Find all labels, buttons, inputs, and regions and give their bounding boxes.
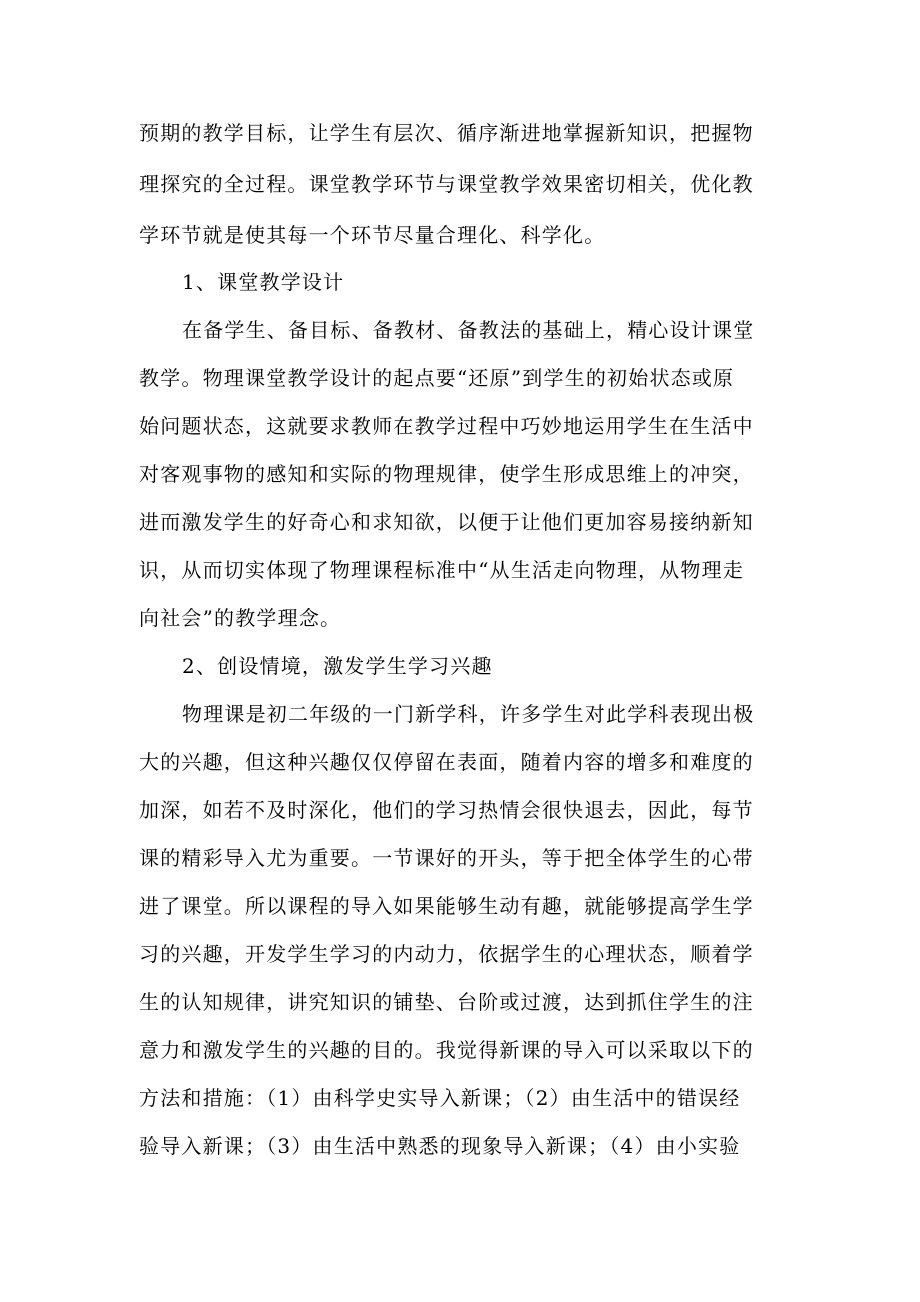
paragraph-line: 在备学生、备目标、备教材、备教法的基础上，精心设计课堂 [182,318,755,342]
paragraph-line: 对客观事物的感知和实际的物理规律，使学生形成思维上的冲突， [139,462,754,486]
paragraph-line: 理探究的全过程。课堂教学环节与课堂教学效果密切相关，优化教 [139,172,754,196]
paragraph-line: 课的精彩导入尤为重要。一节课好的开头，等于把全体学生的心带 [139,846,754,870]
paragraph-line: 物理课是初二年级的一门新学科，许多学生对此学科表现出极 [182,702,755,726]
paragraph-line: 向社会”的教学理念。 [139,606,342,630]
paragraph-line: 教学。物理课堂教学设计的起点要“还原”到学生的初始状态或原 [139,366,735,390]
paragraph-line: 大的兴趣，但这种兴趣仅仅停留在表面，随着内容的增多和难度的 [139,750,754,774]
paragraph-line: 习的兴趣，开发学生学习的内动力，依据学生的心理状态，顺着学 [139,942,754,966]
paragraph-line: 识，从而切实体现了物理课程标准中“从生活走向物理，从物理走 [139,558,745,582]
paragraph-line: 加深，如若不及时深化，他们的学习热情会很快退去，因此，每节 [139,798,754,822]
paragraph-line: 生的认知规律，讲究知识的铺垫、台阶或过渡，达到抓住学生的注 [139,990,754,1014]
section-heading: 2、创设情境，激发学生学习兴趣 [182,654,493,678]
paragraph-line: 学环节就是使其每一个环节尽量合理化、科学化。 [139,223,606,247]
paragraph-line: 方法和措施：（1）由科学史实导入新课；（2）由生活中的错误经 [139,1086,741,1110]
paragraph-line: 始问题状态，这就要求教师在教学过程中巧妙地运用学生在生活中 [139,414,754,438]
paragraph-line: 进而激发学生的好奇心和求知欲，以便于让他们更加容易接纳新知 [139,510,754,534]
paragraph-line: 验导入新课；（3）由生活中熟悉的现象导入新课；（4）由小实验 [139,1134,741,1158]
section-heading: 1、课堂教学设计 [182,270,345,294]
paragraph-line: 进了课堂。所以课程的导入如果能够生动有趣，就能够提高学生学 [139,894,754,918]
paragraph-line: 预期的教学目标，让学生有层次、循序渐进地掌握新知识，把握物 [139,121,754,145]
paragraph-line: 意力和激发学生的兴趣的目的。我觉得新课的导入可以采取以下的 [139,1038,754,1062]
